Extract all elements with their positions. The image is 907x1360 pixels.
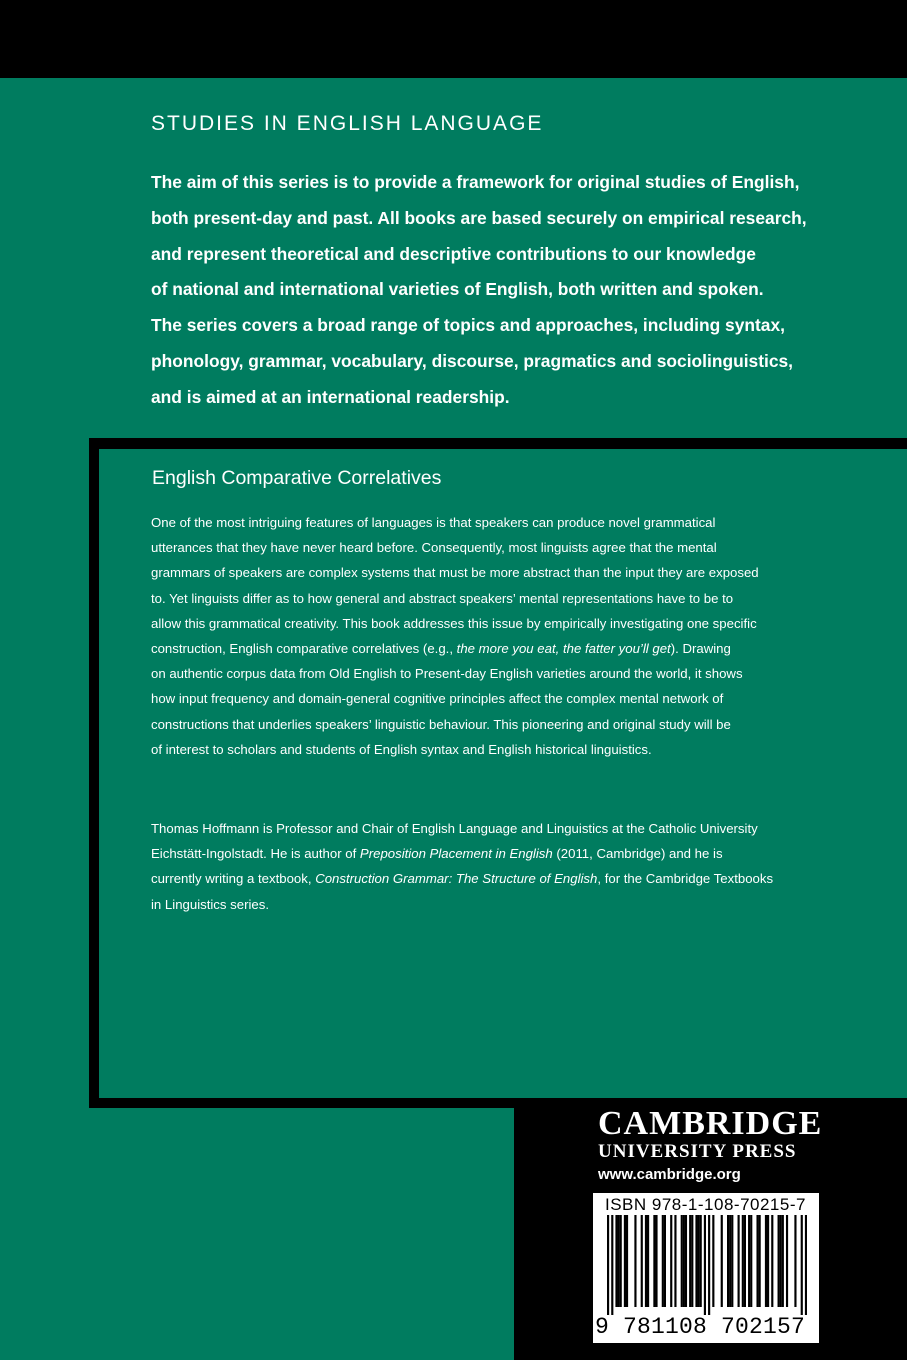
barcode-bar <box>647 1215 649 1307</box>
barcode-bar <box>670 1215 672 1307</box>
frame-left-border <box>89 438 99 1108</box>
blurb-text: ). Drawing <box>670 641 731 657</box>
book-title: English Comparative Correlatives <box>152 467 442 489</box>
blurb-line: of interest to scholars and students of English syntax and English historical linguistics. <box>151 741 652 757</box>
barcode-bar <box>771 1215 773 1307</box>
example-sentence: the more you eat, the fatter you’ll get <box>456 641 671 657</box>
barcode-bar <box>750 1215 752 1307</box>
top-black-band <box>0 0 907 78</box>
series-title: STUDIES IN ENGLISH LANGUAGE <box>151 112 544 135</box>
blurb-line: One of the most intriguing features of languages is that speakers can produce novel grammatical <box>151 515 716 530</box>
barcode-bar <box>721 1215 723 1307</box>
barcode-bar <box>626 1215 628 1307</box>
barcode-bar <box>655 1215 657 1307</box>
barcode-bar <box>698 1215 700 1307</box>
author-bio-text: Eichstätt-Ingolstadt. He is author of <box>151 846 360 862</box>
barcode-bar <box>683 1215 685 1307</box>
barcode-bar <box>712 1215 714 1307</box>
barcode-bar <box>765 1215 767 1307</box>
series-description-line: The aim of this series is to provide a framework for original studies of English, <box>151 172 800 192</box>
barcode-bar <box>681 1215 683 1307</box>
barcode-bar <box>607 1215 609 1315</box>
barcode-bar <box>674 1215 676 1307</box>
blurb-line: on authentic corpus data from Old English to Present-day English varieties around the world, it shows <box>151 666 743 682</box>
barcode-bar <box>662 1215 664 1307</box>
barcode-bar <box>653 1215 655 1307</box>
author-name: Thomas Hoffmann <box>151 821 260 836</box>
blurb-line: utterances that they have never heard before. Consequently, most linguists agree that the mental <box>151 540 717 556</box>
barcode-bar <box>685 1215 687 1307</box>
barcode-bar <box>689 1215 691 1307</box>
blurb-line: constructions that underlies speakers’ linguistic behaviour. This pioneering and original study will be <box>151 716 731 732</box>
barcode-bar <box>782 1215 784 1307</box>
author-bio-line <box>151 866 774 891</box>
series-description <box>151 165 851 416</box>
barcode-bar <box>744 1215 746 1307</box>
barcode-bar <box>727 1215 729 1307</box>
barcode-bar <box>618 1215 620 1307</box>
barcode-bar <box>794 1215 796 1307</box>
author-bio <box>151 816 774 917</box>
barcode-bar <box>620 1215 622 1307</box>
author-bio-text: is Professor and Chair of English Language and Linguistics at the Catholic University <box>259 821 758 836</box>
book-reference: Preposition Placement in English <box>359 846 553 862</box>
book-blurb <box>151 510 759 762</box>
frame-top-border <box>89 438 907 449</box>
blurb-line: allow this grammatical creativity. This book addresses this issue by empirically investigating one specific <box>151 615 757 631</box>
barcode-bar <box>759 1215 761 1307</box>
barcode-bar <box>731 1215 733 1307</box>
series-description-line: both present-day and past. All books are based securely on empirical research, <box>151 207 807 228</box>
barcode-bar <box>645 1215 647 1307</box>
barcode-bar <box>748 1215 750 1307</box>
isbn-text: ISBN 978-1-108-70215-7 <box>605 1195 806 1214</box>
barcode-bar <box>611 1215 613 1315</box>
barcode-bar <box>801 1215 803 1315</box>
barcode-bar <box>708 1215 710 1315</box>
barcode-bar <box>641 1215 643 1307</box>
series-description-line: The series covers a broad range of topics and approaches, including syntax, <box>151 315 785 336</box>
blurb-text: construction, English comparative correlatives (e.g., <box>151 641 457 657</box>
barcode-bar <box>691 1215 693 1307</box>
series-description-line: of national and international varieties of English, both written and spoken. <box>151 279 764 300</box>
barcode-bar <box>742 1215 744 1307</box>
publisher-url: www.cambridge.org <box>598 1166 741 1183</box>
barcode-bar <box>634 1215 636 1307</box>
barcode-bar <box>624 1215 626 1307</box>
barcode-bar <box>767 1215 769 1307</box>
barcode-bar <box>664 1215 666 1307</box>
barcode-bar <box>729 1215 731 1307</box>
barcode-bar <box>700 1215 702 1307</box>
blurb-line: how input frequency and domain-general cognitive principles affect the complex mental network of <box>151 691 724 707</box>
barcode-bar <box>786 1215 788 1307</box>
barcode <box>607 1215 807 1315</box>
barcode-label <box>593 1193 834 1343</box>
barcode-bar <box>704 1215 706 1315</box>
barcode-bar <box>695 1215 697 1307</box>
series-description-line: and is aimed at an international readership. <box>151 386 510 407</box>
author-bio-line: in Linguistics series. <box>151 896 270 912</box>
barcode-bar <box>805 1215 807 1315</box>
book-reference: Construction Grammar: The Structure of English <box>315 871 598 887</box>
barcode-bar <box>778 1215 780 1307</box>
author-bio-text: (2011, Cambridge) and he is <box>552 846 723 862</box>
barcode-bar <box>615 1215 617 1307</box>
author-bio-line <box>151 841 751 866</box>
publisher-press: UNIVERSITY PRESS <box>598 1141 797 1162</box>
author-bio-line <box>151 816 758 841</box>
ean-digits: 9 781108 702157 > <box>595 1314 834 1340</box>
barcode-bar <box>756 1215 758 1307</box>
series-description-line: and represent theoretical and descriptive contributions to our knowledge <box>151 243 756 264</box>
author-bio-text: currently writing a textbook, <box>151 871 316 887</box>
barcode-bar <box>780 1215 782 1307</box>
blurb-line: grammars of speakers are complex systems that must be more abstract than the input they are exposed <box>151 565 759 581</box>
blurb-line: to. Yet linguists differ as to how general and abstract speakers’ mental representations have to be to <box>151 590 734 606</box>
barcode-bar <box>738 1215 740 1307</box>
publisher-name: CAMBRIDGE <box>598 1105 823 1142</box>
author-bio-text: , for the Cambridge Textbooks <box>597 871 774 887</box>
blurb-line <box>151 636 751 661</box>
series-description-line: phonology, grammar, vocabulary, discourse, pragmatics and sociolinguistics, <box>151 350 794 371</box>
